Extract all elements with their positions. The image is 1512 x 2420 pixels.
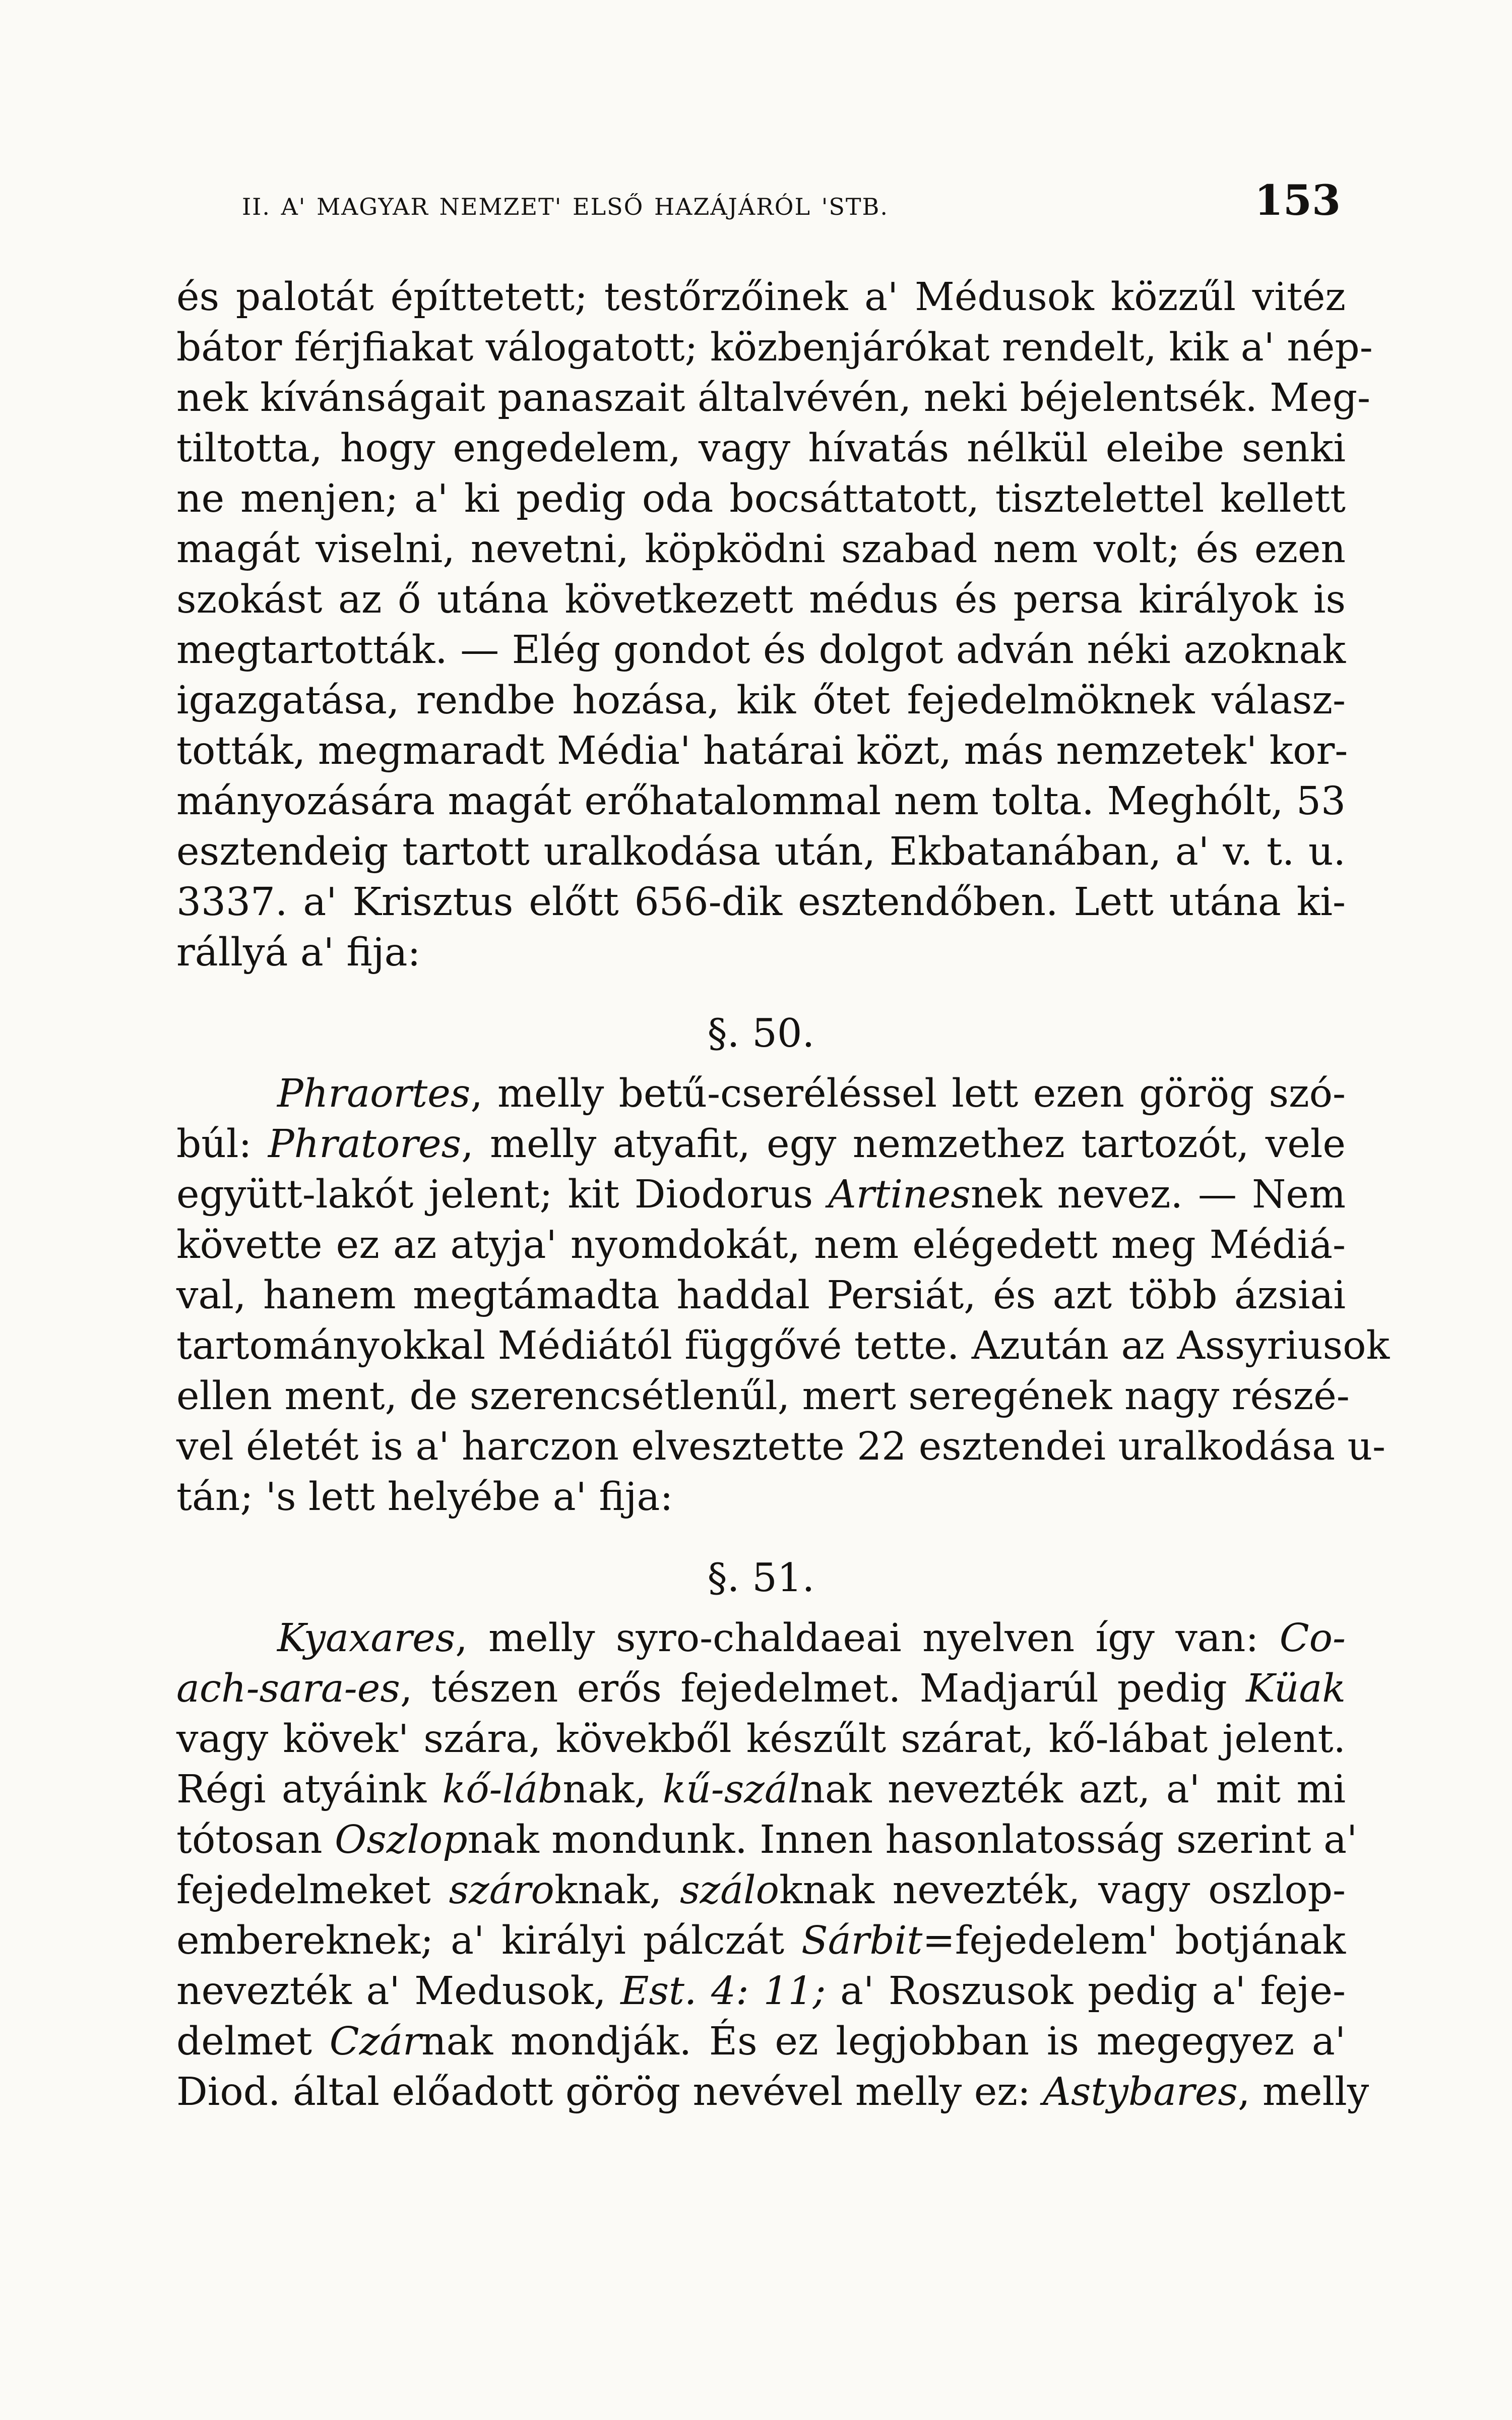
italic-term: Oszlop (335, 1818, 468, 1862)
text-run: vagy kövek' szára, kövekből készűlt szárat, kő-lábat jelent. (176, 1717, 1346, 1762)
italic-term: Czár (329, 2019, 421, 2064)
text-run: , melly betű-cseréléssel lett ezen görög szó- (470, 1071, 1346, 1116)
text-line (176, 2017, 1346, 2067)
italic-term: száro (449, 1868, 554, 1913)
text-run: követte ez az atyja' nyomdokát, nem elégedett meg Médiá- (176, 1223, 1346, 1267)
text-line (176, 1765, 1346, 1815)
text-line (176, 1270, 1346, 1321)
body-text (176, 272, 1390, 2118)
text-line: esztendeig tartott uralkodása után, Ekbatanában, a' v. t. u. (176, 829, 1346, 874)
text-run: nak nevezték azt, a' mit mi (800, 1767, 1346, 1812)
text-line: igazgatása, rendbe hozása, kik őtet fejedelmöknek válasz- (176, 678, 1346, 723)
text-line: szokást az ő utána következett médus és persa királyok is (176, 577, 1346, 622)
text-line: rállyá a' fija: (176, 930, 421, 975)
text-line (176, 1916, 1346, 1966)
text-run: tótosan (176, 1818, 335, 1862)
text-line: magát viselni, nevetni, köpködni szabad nem volt; és ezen (176, 527, 1346, 572)
text-line (176, 1170, 1346, 1220)
text-line: 3337. a' Krisztus előtt 656-dik esztendőben. Lett utána ki- (176, 880, 1346, 925)
text-run: vel életét is a' harczon elvesztette 22 esztendei uralkodása u- (176, 1424, 1386, 1469)
section-heading-51: §. 51. (707, 1555, 815, 1601)
italic-term: szálo (680, 1868, 780, 1913)
italic-term: Sárbit (801, 1918, 923, 1963)
section-50-text (176, 1069, 1390, 1523)
text-run: val, hanem megtámadta haddal Persiát, és azt több ázsiai (176, 1273, 1346, 1318)
text-run: tartományokkal Médiától függővé tette. Azután az Assyriusok (176, 1323, 1390, 1368)
text-line: ne menjen; a' ki pedig oda bocsáttatott, tisztelettel kellett (176, 476, 1346, 521)
text-run: nak mondják. És ez legjobban is megegyez a' (421, 2019, 1346, 2064)
text-line (176, 1422, 1386, 1472)
text-run: knak, (554, 1868, 680, 1913)
text-line (176, 1664, 1346, 1714)
text-run: knak nevezték, vagy oszlop- (779, 1868, 1346, 1913)
text-run: , tészen erős fejedelmet. Madjarúl pedig (400, 1666, 1246, 1711)
italic-term: Phraortes (277, 1071, 471, 1116)
italic-term: kő-láb (442, 1767, 563, 1812)
text-line (176, 1321, 1390, 1371)
text-line (176, 1220, 1346, 1270)
text-run: nevezték a' Medusok, (176, 1969, 621, 2014)
page-header (181, 176, 1341, 225)
text-line (176, 1371, 1350, 1422)
italic-term: Kyaxares (277, 1616, 456, 1661)
text-line: mányozására magát erőhatalommal nem tolta. Meghólt, 53 (176, 779, 1346, 824)
text-run: nak mondunk. Innen hasonlatosság szerint a' (467, 1818, 1358, 1862)
italic-term: Est. 4: 11; (620, 1969, 826, 2014)
text-line (176, 1069, 1346, 1119)
text-run: ellen ment, de szerencsétlenűl, mert seregének nagy részé- (176, 1374, 1350, 1419)
text-line (176, 1613, 1346, 1664)
text-run: , melly (1237, 2070, 1369, 2114)
text-line (176, 1714, 1346, 1765)
text-run: delmet (176, 2019, 330, 2064)
text-line (176, 1815, 1358, 1865)
text-run: a' Roszusok pedig a' feje- (826, 1969, 1346, 2014)
text-line (176, 2067, 1369, 2118)
text-line: tották, megmaradt Média' határai közt, más nemzetek' kor- (176, 729, 1348, 773)
text-run: Régi atyáink (176, 1767, 443, 1812)
text-line (176, 1472, 1346, 1523)
section-heading-50: §. 50. (707, 1011, 815, 1056)
text-run: nek nevez. — Nem (970, 1172, 1346, 1217)
text-run: Diod. által előadott görög nevével melly ez: (176, 2070, 1043, 2114)
italic-term: Artines (828, 1172, 971, 1217)
italic-term: kű-szál (662, 1767, 800, 1812)
text-run: nak, (562, 1767, 663, 1812)
text-line: bátor férjfiakat válogatott; közbenjárókat rendelt, kik a' nép- (176, 325, 1373, 370)
text-line: nek kívánságait panaszait általvévén, neki béjelentsék. Meg- (176, 376, 1371, 420)
section-51-text (176, 1613, 1369, 2118)
text-run: fejedelmeket (176, 1868, 449, 1913)
text-line: tiltotta, hogy engedelem, vagy hívatás nélkül eleibe senki (176, 426, 1346, 471)
italic-term: ach-sara-es (176, 1666, 400, 1711)
text-run: együtt-lakót jelent; kit Diodorus (176, 1172, 829, 1217)
text-line (176, 1966, 1346, 2017)
text-line: és palotát építtetett; testőrzőinek a' Médusok közzűl vitéz (176, 275, 1346, 320)
page-number: 153 (1254, 176, 1341, 225)
text-run: , melly syro-chaldaeai nyelven így van: (455, 1616, 1280, 1661)
text-line (176, 1865, 1346, 1916)
italic-term: Küak (1246, 1666, 1346, 1711)
text-line (176, 1119, 1346, 1170)
running-head: II. A' MAGYAR NEMZET' ELSŐ HAZÁJÁRÓL 'STB. (242, 193, 889, 220)
text-run: embereknek; a' királyi pálczát (176, 1918, 801, 1963)
italic-term: Astybares (1043, 2070, 1238, 2114)
text-run: tán; 's lett helyébe a' fija: (176, 1475, 673, 1520)
paragraph-intro (176, 272, 1373, 978)
italic-term: Phratores (268, 1122, 462, 1167)
text-line: megtartották. — Elég gondot és dolgot adván néki azoknak (176, 628, 1346, 673)
italic-term: Co- (1279, 1616, 1346, 1661)
text-run: =fejedelem' botjának (922, 1918, 1346, 1963)
text-run: , melly atyafit, egy nemzethez tartozót, vele (461, 1122, 1346, 1167)
text-run: búl: (176, 1122, 268, 1167)
